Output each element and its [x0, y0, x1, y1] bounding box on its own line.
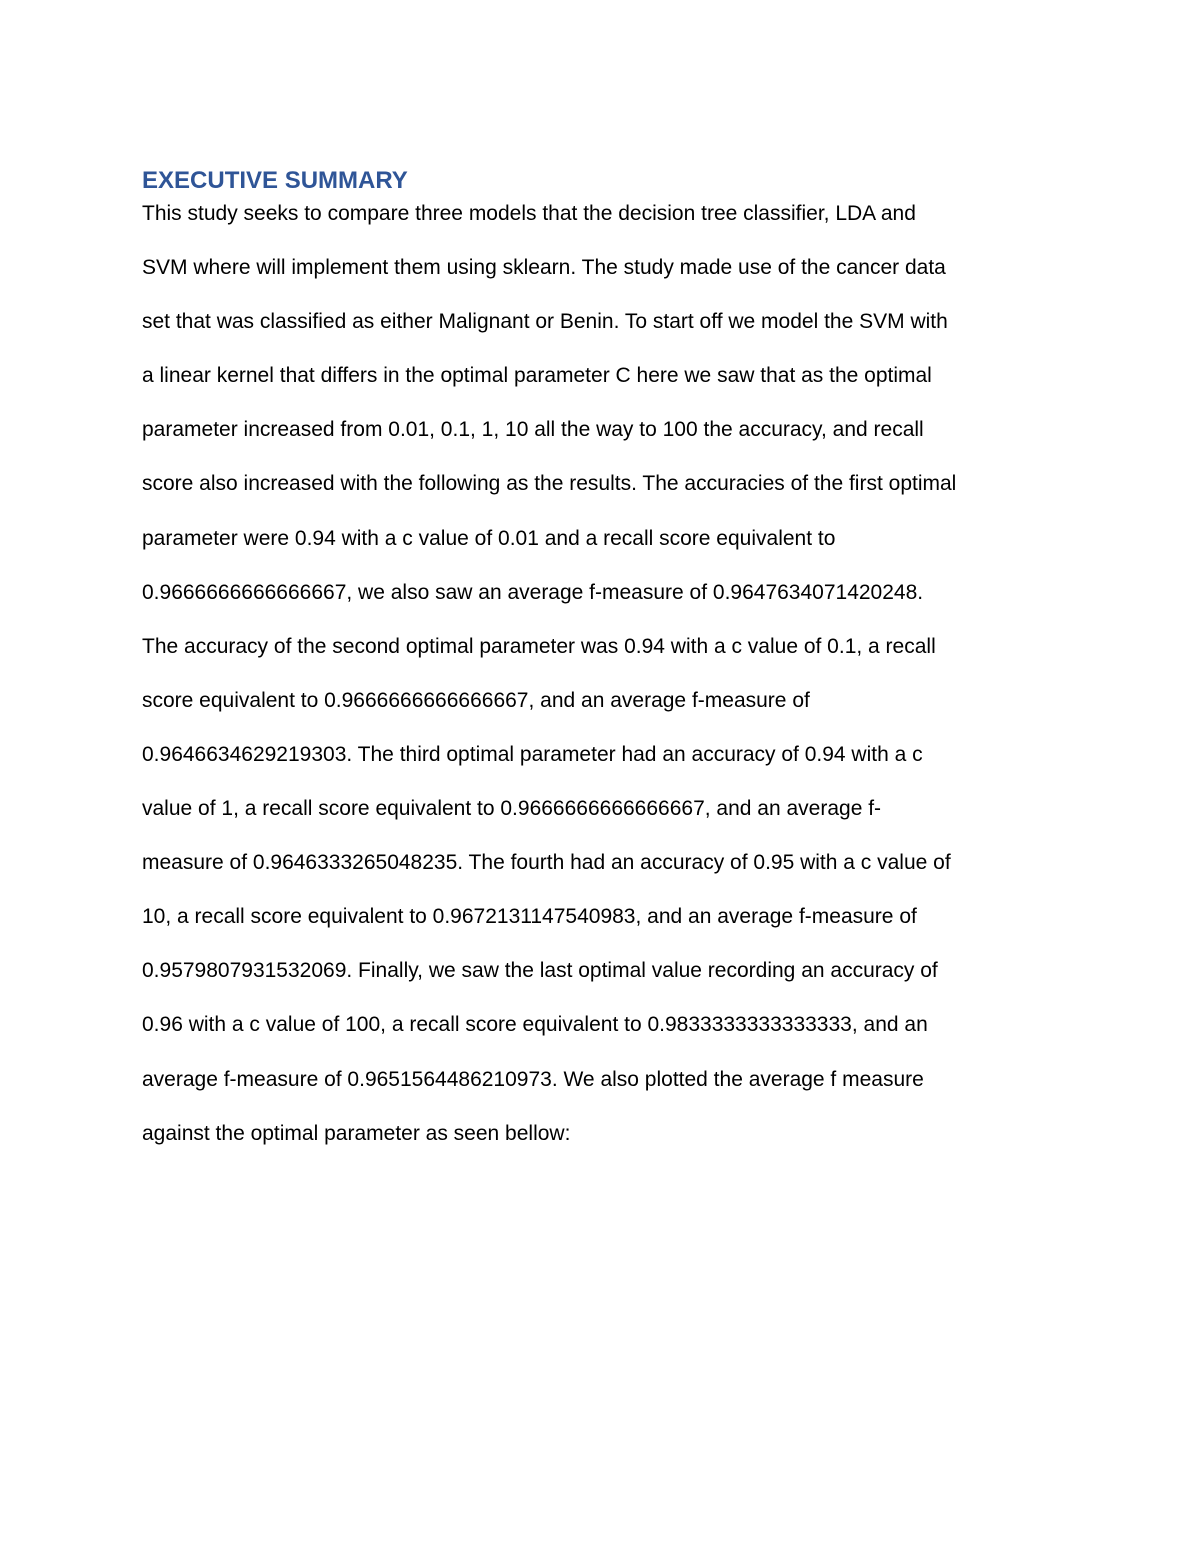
paragraph-line: against the optimal parameter as seen bellow: — [142, 1121, 571, 1145]
paragraph-line: 10, a recall score equivalent to 0.9672131147540983, and an average f-measure of — [142, 905, 917, 929]
summary-paragraph — [142, 196, 1072, 1170]
paragraph-line: This study seeks to compare three models that the decision tree classifier, LDA and — [142, 202, 916, 225]
paragraph-line: The accuracy of the second optimal parameter was 0.94 with a c value of 0.1, a recall — [142, 634, 936, 658]
paragraph-line: 0.9579807931532069. Finally, we saw the last optimal value recording an accuracy of — [142, 959, 938, 983]
paragraph-line: parameter were 0.94 with a c value of 0.01 and a recall score equivalent to — [142, 526, 836, 550]
paragraph-line: average f-measure of 0.9651564486210973. We also plotted the average f measure — [142, 1067, 924, 1091]
paragraph-line: score also increased with the following as the results. The accuracies of the first optimal — [142, 472, 957, 496]
paragraph-line: value of 1, a recall score equivalent to 0.9666666666666667, and an average f- — [142, 797, 882, 821]
paragraph-line: 0.9666666666666667, we also saw an average f-measure of 0.9647634071420248. — [142, 580, 924, 604]
paragraph-line: 0.9646634629219303. The third optimal parameter had an accuracy of 0.94 with a c — [142, 742, 923, 766]
paragraph-line: measure of 0.9646333265048235. The fourth had an accuracy of 0.95 with a c value of — [142, 851, 951, 875]
paragraph-line: a linear kernel that differs in the optimal parameter C here we saw that as the optimal — [142, 364, 932, 388]
section-heading: EXECUTIVE SUMMARY — [142, 167, 408, 194]
paragraph-line: parameter increased from 0.01, 0.1, 1, 10 all the way to 100 the accuracy, and recall — [142, 418, 924, 442]
paragraph-line: SVM where will implement them using sklearn. The study made use of the cancer data — [142, 256, 946, 280]
paragraph-line: score equivalent to 0.9666666666666667, and an average f-measure of — [142, 688, 810, 712]
paragraph-line: set that was classified as either Malignant or Benin. To start off we model the SVM with — [142, 310, 948, 334]
paragraph-line: 0.96 with a c value of 100, a recall score equivalent to 0.9833333333333333, and an — [142, 1013, 928, 1037]
